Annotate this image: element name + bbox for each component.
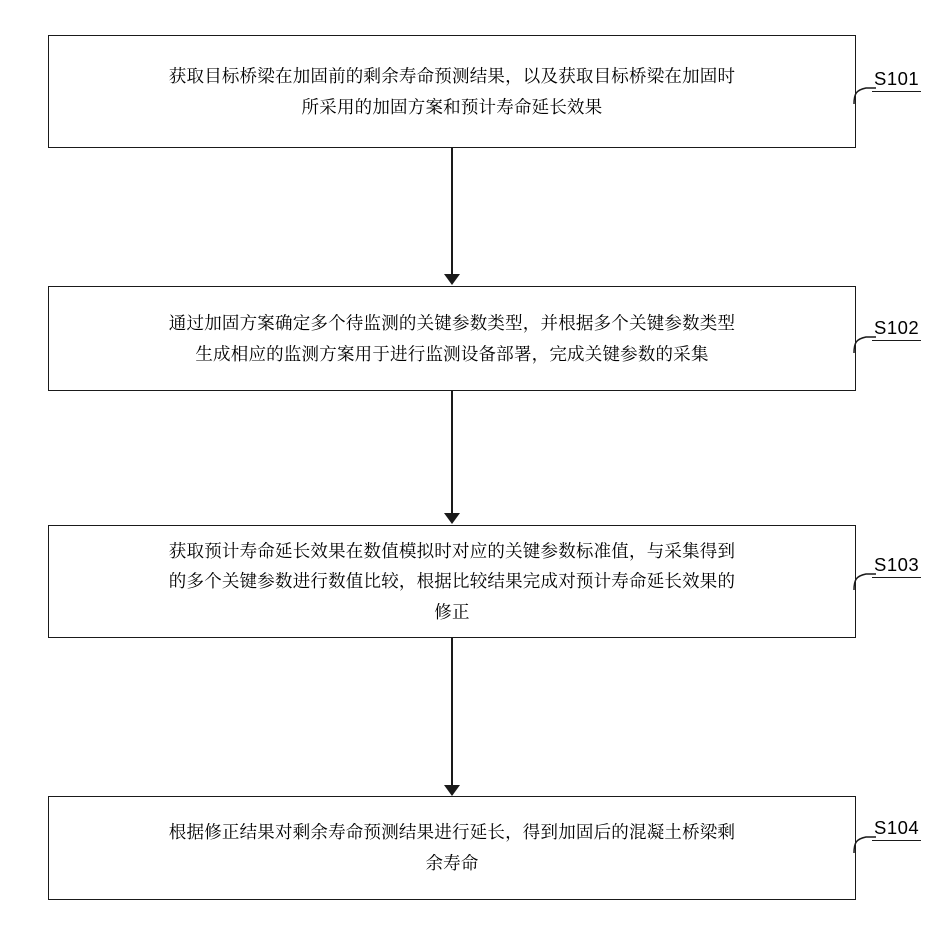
- arrowhead-s103-s104: [444, 785, 460, 796]
- arrowhead-s102-s103: [444, 513, 460, 524]
- step-label-s101: [872, 68, 921, 92]
- flow-step-s101: [48, 35, 856, 148]
- step-label-s101-text: S101: [872, 68, 921, 92]
- step-label-s104-text: S104: [872, 817, 921, 841]
- step-label-s102: [872, 317, 921, 341]
- flow-step-s104-text: 根据修正结果对剩余寿命预测结果进行延长，得到加固后的混凝土桥梁剩 余寿命: [168, 822, 736, 873]
- step-label-s103-text: S103: [872, 554, 921, 578]
- flow-step-s104: [48, 796, 856, 900]
- flow-step-s102: [48, 286, 856, 391]
- flow-step-s103: [48, 525, 856, 638]
- flow-step-s102-text: 通过加固方案确定多个待监测的关键参数类型，并根据多个关键参数类型 生成相应的监测方案用于进行监测设备部署，完成关键参数的采集: [168, 312, 736, 364]
- step-label-s102-text: S102: [872, 317, 921, 341]
- connector-s102-s103: [451, 391, 453, 517]
- flow-step-s101-text: 获取目标桥梁在加固前的剩余寿命预测结果，以及获取目标桥梁在加固时 所采用的加固方案和预计寿命延长效果: [168, 65, 736, 117]
- step-label-s104: [872, 817, 921, 841]
- connector-s103-s104: [451, 638, 453, 788]
- step-label-s103: [872, 554, 921, 578]
- connector-s101-s102: [451, 148, 453, 278]
- flow-step-s103-text: 获取预计寿命延长效果在数值模拟时对应的关键参数标准值，与采集得到 的多个关键参数进行数值比较，根据比较结果完成对预计寿命延长效果的 修正: [168, 540, 736, 622]
- arrowhead-s101-s102: [444, 274, 460, 285]
